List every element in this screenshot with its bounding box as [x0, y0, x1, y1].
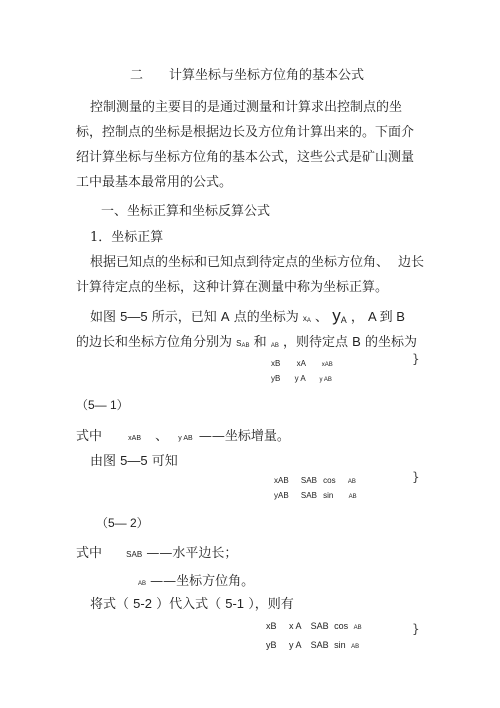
eq-term: yB	[271, 374, 281, 383]
eq1-row-1	[271, 359, 333, 368]
eq1-row-2	[271, 374, 332, 383]
from-figure	[90, 450, 178, 469]
section-title: 二 计算坐标与坐标方位角的基本公式	[130, 68, 365, 83]
eq-term: xB	[266, 621, 277, 631]
separator: 、	[315, 310, 329, 325]
eq-term: SAB	[300, 491, 317, 500]
intro-line-2: 标，控制点的坐标是根据边长及方位角计算出来的。下面介	[76, 125, 415, 140]
text: ，则待定点	[282, 335, 348, 350]
eq-term: xAB	[321, 362, 333, 368]
eq-term: AB	[347, 479, 356, 485]
substitute-line	[90, 593, 294, 612]
eq-term: cos	[323, 476, 336, 485]
alpha-ab: AB	[138, 581, 147, 587]
eq-term: sin	[334, 640, 346, 650]
text: 点的坐标为	[233, 310, 299, 325]
eq2-brace: }	[412, 470, 420, 484]
intro-line-1: 控制测量的主要目的是通过测量和计算求出控制点的坐	[90, 100, 403, 115]
text: ，	[350, 310, 364, 325]
text: ），则有	[248, 597, 294, 612]
text: 的边长和坐标方位角分别为	[76, 335, 233, 350]
intro-line-3: 绍计算坐标与坐标方位角的基本公式，这些公式是矿山测量	[76, 150, 415, 165]
eq-term: y A	[294, 374, 306, 383]
text: 如图	[90, 310, 117, 325]
text: ——坐标方位角。	[150, 574, 255, 589]
para1-line-1b: 边长	[398, 255, 425, 270]
point-b: B	[352, 334, 361, 349]
delta-y: y AB	[178, 435, 193, 442]
eq1-label: （5— 1）	[76, 398, 129, 412]
text: ——坐标增量。	[198, 429, 290, 444]
eq-term: y A	[289, 640, 302, 650]
edge-s: SAB	[126, 550, 143, 559]
figure-ref: 5—5	[120, 453, 148, 468]
para1-line-2: 计算待定点的坐标，这种计算在测量中称为坐标正算。	[76, 280, 389, 295]
eq-term: xA	[296, 359, 306, 368]
eq-term: cos	[334, 621, 349, 631]
eq-ref: 5-2	[133, 596, 152, 611]
text: 将式（	[90, 597, 130, 612]
eq2-label: （5— 2）	[96, 516, 149, 530]
eq2-row-1	[274, 476, 356, 485]
eq-term: SAB	[310, 640, 329, 650]
text: 的坐标为	[364, 335, 417, 350]
a-to-b: A 到 B	[368, 309, 405, 324]
eq-term: sin	[323, 491, 334, 500]
point-a: A	[220, 309, 230, 324]
text: 式中	[76, 546, 103, 561]
eq-term: SAB	[300, 476, 317, 485]
eq3-brace: }	[412, 622, 420, 636]
eq-term: y AB	[319, 377, 332, 383]
heading-1: 一、坐标正算和坐标反算公式	[101, 204, 271, 219]
separator: 、	[155, 429, 169, 444]
coord-xa: xA	[302, 314, 311, 324]
text: ——水平边长；	[146, 546, 238, 561]
para2-line-2	[76, 331, 417, 350]
eq-term: AB	[351, 644, 360, 650]
eq3-row-1	[266, 621, 362, 631]
delta-x: xAB	[128, 435, 141, 442]
where-2	[76, 542, 237, 561]
intro-line-4: 工中最基本最常用的公式。	[76, 175, 233, 190]
text: 可知	[151, 454, 178, 469]
eq-term: yAB	[274, 491, 289, 500]
eq1-brace: }	[412, 352, 420, 366]
text: ）代入式（	[156, 597, 222, 612]
eq-term: AB	[353, 625, 362, 631]
para1-line-1a: 根据已知点的坐标和已知点到待定点的坐标方位角、	[90, 255, 390, 270]
text: 和	[253, 335, 267, 350]
text: 由图	[90, 454, 117, 469]
where-3	[138, 570, 254, 589]
para2-line-1	[90, 306, 405, 326]
eq3-row-2	[266, 640, 359, 650]
eq-term: xAB	[274, 476, 289, 485]
eq-term: AB	[348, 494, 357, 500]
eq-ref: 5-1	[225, 596, 245, 611]
eq-term: SAB	[310, 621, 329, 631]
eq-term: yB	[266, 640, 277, 650]
eq-term: xB	[271, 359, 281, 368]
edge-s: SAB	[236, 339, 250, 349]
alpha-ab: AB	[270, 343, 279, 349]
where-1	[76, 425, 290, 444]
figure-ref: 5—5	[120, 309, 148, 324]
coord-ya: yA	[332, 306, 347, 325]
eq2-row-2	[274, 491, 357, 500]
eq-term: x A	[289, 621, 302, 631]
heading-2: 1．坐标正算	[90, 230, 164, 245]
text: 所示，已知	[151, 310, 217, 325]
text: 式中	[76, 429, 103, 444]
